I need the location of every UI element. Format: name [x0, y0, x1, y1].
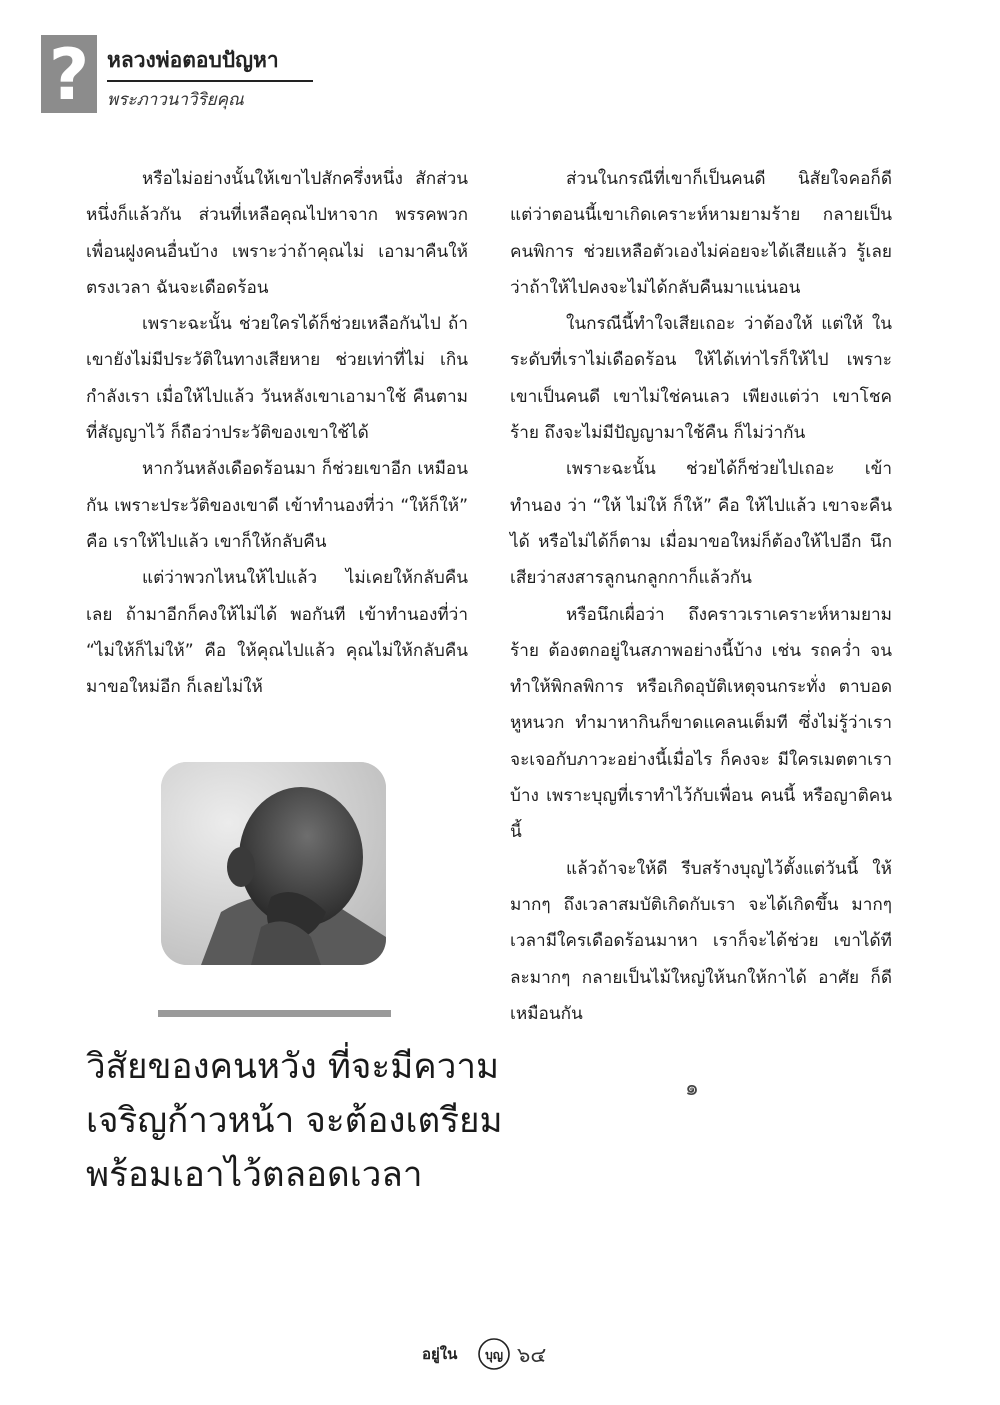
- man-portrait-photo: [161, 762, 386, 965]
- author-name: พระภาวนาวิริยคุณ: [107, 90, 244, 110]
- left-paragraph-4: แต่ว่าพวกไหนให้ไปแล้ว ไม่เคยให้กลับคืน เลย ถ้ามาอีกก็คงให้ไม่ได้ พอกันที เข้าทำนองที่ว่า “ไม่ให้ก็ไม่ให้” คือ ให้คุณไปแล้ว คุณไม่ให้กลับคืน มาขอใหม่อีก ก็เลยไม่ให้: [86, 568, 468, 698]
- ornament-icon: ๑: [685, 1076, 699, 1101]
- right-paragraph-1: ส่วนในกรณีที่เขาก็เป็นคนดี นิสัยใจคอก็ดี แต่ว่าตอนนี้เขาเกิดเคราะห์หามยามร้าย กลายเป็น คนพิการ ช่วยเหลือตัวเองไม่ค่อยจะได้เสียแล้ว รู้เลย ว่าถ้าให้ไปคงจะไม่ได้กลับคืนมาแน่นอน: [510, 169, 892, 298]
- left-paragraph-2: เพราะฉะนั้น ช่วยใครได้ก็ช่วยเหลือกันไป ถ้าเขายังไม่มีประวัติในทางเสียหาย ช่วยเท่าที่ไม่ เกินกำลังเรา เมื่อให้ไปแล้ว วันหลังเขาเอามาใช้ คืนตามที่สัญญาไว้ ก็ถือว่าประวัติของเขาใช้ได้: [86, 314, 468, 444]
- left-column: [86, 161, 468, 705]
- right-paragraph-5: แล้วถ้าจะให้ดี รีบสร้างบุญไว้ตั้งแต่วันนี้ ให้มากๆ ถึงเวลาสมบัติเกิดกับเรา จะได้เกิดขึ้น มากๆ เวลามีใครเดือดร้อนมาหา เราก็จะได้ช่วย เขาได้ทีละมากๆ กลายเป็นไม้ใหญ่ให้นกให้กาได้ อาศัย ก็ดีเหมือนกัน: [510, 858, 892, 1024]
- left-paragraph-3: หากวันหลังเดือดร้อนมา ก็ช่วยเขาอีก เหมือนกัน เพราะประวัติของเขาดี เข้าทำนองที่ว่า “ให้ก็ให้” คือ เราให้ไปแล้ว เขาก็ให้กลับคืน: [86, 459, 468, 552]
- question-mark-icon: [41, 35, 97, 113]
- left-paragraph-1: หรือไม่อย่างนั้นให้เขาไปสักครึ่งหนึ่ง สักส่วนหนึ่งก็แล้วกัน ส่วนที่เหลือคุณไปหาจาก พรรคพวกเพื่อนฝูงคนอื่นบ้าง เพราะว่าถ้าคุณไม่ เอามาคืนให้ตรงเวลา ฉันจะเดือดร้อน: [86, 169, 468, 298]
- column-title: หลวงพ่อตอบปัญหา: [107, 44, 313, 82]
- right-paragraph-3: เพราะฉะนั้น ช่วยได้ก็ช่วยไปเถอะ เข้าทำนอง ว่า “ให้ ไม่ให้ ก็ให้” คือ ให้ไปแล้ว เขาจะคืนได้ หรือไม่ได้ก็ตาม เมื่อมาขอใหม่ก็ต้องให้ไปอีก นึกเสียว่าสงสารลูกนกลูกกาก็แล้วกัน: [510, 459, 892, 589]
- divider-bar: [158, 1010, 391, 1017]
- question-glyph: ?: [48, 35, 90, 113]
- svg-text:อยู่ใน: อยู่ใน: [422, 1345, 458, 1363]
- right-column: [510, 161, 892, 1032]
- pull-quote-line-2: เจริญก้าวหน้า จะต้องเตรียม: [86, 1101, 503, 1141]
- svg-text:บุญ: บุญ: [485, 1348, 503, 1362]
- pull-quote-line-1: วิสัยของคนหวัง ที่จะมีความ: [86, 1047, 500, 1087]
- page-number: ๖๔: [517, 1343, 547, 1367]
- magazine-logo: [420, 1337, 512, 1371]
- right-paragraph-4: หรือนึกเผื่อว่า ถึงคราวเราเคราะห์หามยาม ร้าย ต้องตกอยู่ในสภาพอย่างนี้บ้าง เช่น รถคว่ำ จนทำให้พิกลพิการ หรือเกิดอุบัติเหตุจนกระทั่ง ตาบอด หูหนวก ทำมาหากินก็ขาดแคลนเต็มที ซึ่งไม่รู้ว่าเราจะเจอกับภาวะอย่างนี้เมื่อไร ก็คงจะ มีใครเมตตาเราบ้าง เพราะบุญที่เราทำไว้กับเพื่อน คนนี้ หรือญาติคนนี้: [510, 604, 892, 843]
- pull-quote-line-3: พร้อมเอาไว้ตลอดเวลา: [86, 1155, 423, 1195]
- right-paragraph-2: ในกรณีนี้ทำใจเสียเถอะ ว่าต้องให้ แต่ให้ ในระดับที่เราไม่เดือดร้อน ให้ได้เท่าไรก็ให้ไป เพราะเขาเป็นคนดี เขาไม่ใช่คนเลว เพียงแต่ว่า เขาโชคร้าย ถึงจะไม่มีปัญญามาใช้คืน ก็ไม่ว่ากัน: [510, 314, 892, 444]
- pull-quote: [86, 1040, 501, 1202]
